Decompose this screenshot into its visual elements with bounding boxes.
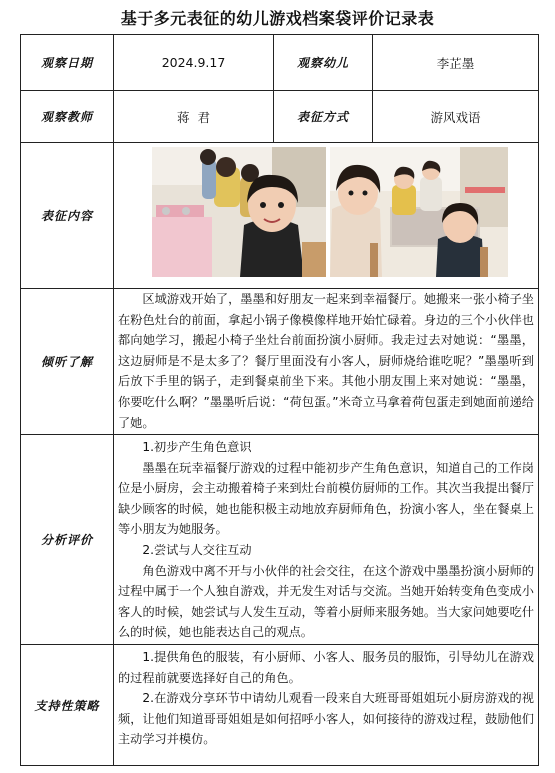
analysis-paragraph-1: 墨墨在玩幸福餐厅游戏的过程中能初步产生角色意识，知道自己的工作岗位是小厨房，会主动搬着椅子来到灶台前模仿厨师的工作。其次当我提出餐厅缺少顾客的时候，她也能积极主动地放弃厨师角色，扮演小客人，坐在餐桌上等小朋友为她服务。 (118, 460, 534, 537)
teacher-label: 观察教师 (21, 91, 114, 143)
row-content (21, 143, 539, 289)
analysis-paragraph-2: 角色游戏中离不开与小伙伴的社会交往，在这个游戏中墨墨扮演小厨师的过程中属于一个人独自游戏，并无发生对话与交流。当她开始转变角色变成小客人的时候，她尝试与人发生互动，等着小厨师来服务她。当大家问她要吃什么的时候，她也能表达自己的观点。 (118, 563, 534, 640)
support-paragraph-2: 2.在游戏分享环节中请幼儿观看一段来自大班哥哥姐姐玩小厨房游戏的视频，让他们知道哥哥姐姐是如何招呼小客人，如何接待的游戏过程，鼓励他们主动学习并模仿。 (118, 691, 534, 747)
support-label: 支持性策略 (21, 645, 114, 766)
analysis-heading-1: 1.初步产生角色意识 (142, 440, 252, 454)
method-value: 游风戏语 (373, 91, 539, 143)
row-analysis (21, 435, 539, 645)
photo-cell (114, 143, 539, 289)
document-title: 基于多元表征的幼儿游戏档案袋评价记录表 (120, 9, 435, 28)
row-date-child (21, 35, 539, 91)
listen-cell (114, 289, 539, 435)
support-cell (114, 645, 539, 766)
row-teacher-method (21, 91, 539, 143)
method-label: 表征方式 (274, 91, 373, 143)
analysis-heading-2: 2.尝试与人交往互动 (142, 542, 252, 557)
record-table (20, 34, 539, 766)
child-value: 李芷墨 (373, 35, 539, 91)
teacher-value: 蒋 君 (114, 91, 274, 143)
analysis-cell (114, 435, 539, 645)
kitchen-play-photo-1 (152, 147, 326, 277)
row-listen (21, 289, 539, 435)
listen-text: 区域游戏开始了，墨墨和好朋友一起来到幸福餐厅。她搬来一张小椅子坐在粉色灶台的前面，拿起小锅子像模像样地开始忙碌着。身边的三个小伙伴也都向她学习，搬起小椅子坐灶台前面扮演小厨师。我走过去对她说：“墨墨，这边厨师是不是太多了？餐厅里面没有小客人，厨师烧给谁吃呢？”墨墨听到后放下手里的锅子，走到餐桌前坐下来。其他小朋友围上来对她说：“墨墨，你要吃什么啊？”墨墨听后说：“荷包蛋。”米奇立马拿着荷包蛋走到她面前递给了她。 (118, 292, 534, 430)
support-paragraph-1: 1.提供角色的服装，有小厨师、小客人、服务员的服饰，引导幼儿在游戏的过程前就要选择好自己的角色。 (118, 650, 534, 685)
date-label: 观察日期 (21, 35, 114, 91)
child-label: 观察幼儿 (274, 35, 373, 91)
content-label: 表征内容 (21, 143, 114, 289)
analysis-label: 分析评价 (21, 435, 114, 645)
listen-label: 倾听了解 (21, 289, 114, 435)
row-support (21, 645, 539, 766)
kitchen-play-photo-2 (330, 147, 508, 277)
date-value: 2024.9.17 (114, 35, 274, 91)
